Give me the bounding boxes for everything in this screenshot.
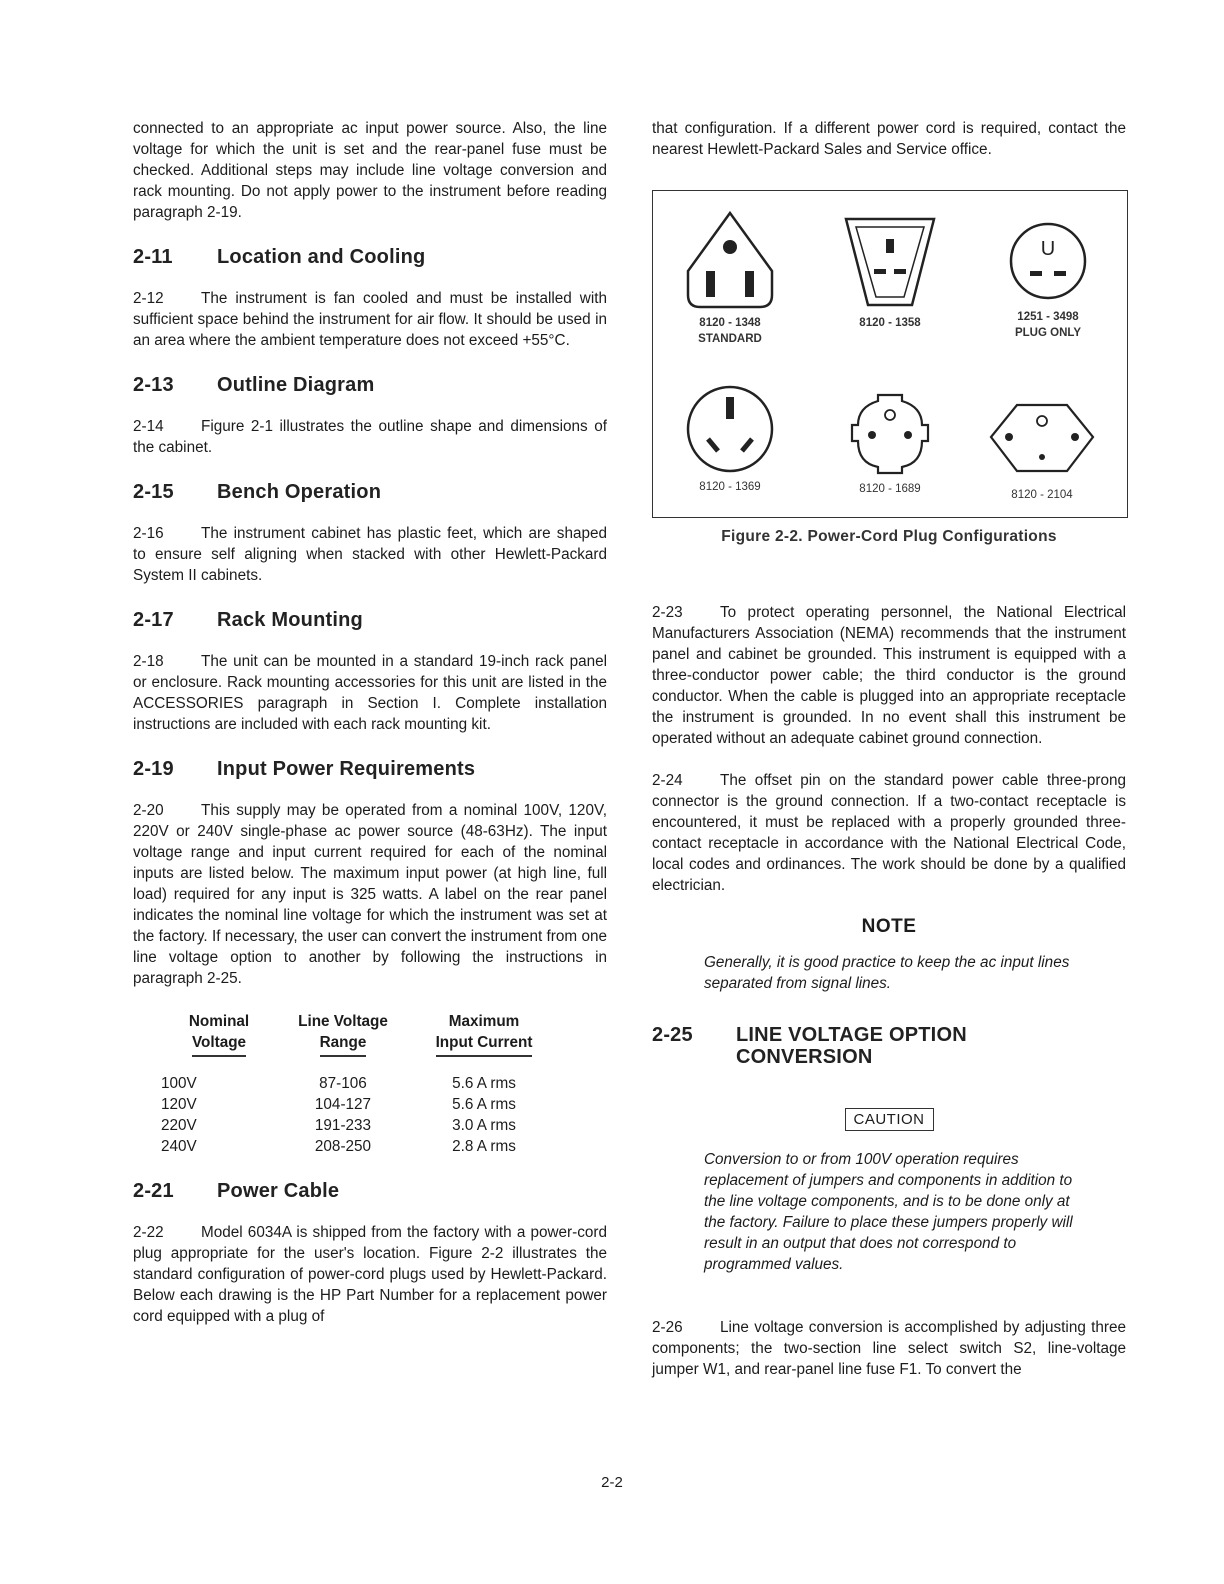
table-row: 220V 191-233 3.0 A rms bbox=[161, 1117, 516, 1134]
paragraph-2-23 bbox=[652, 602, 1126, 749]
section-title: Outline Diagram bbox=[217, 374, 375, 396]
plug-round-u-icon bbox=[1006, 219, 1090, 303]
paragraph-2-20 bbox=[133, 800, 607, 989]
ground-u-glyph: U bbox=[1040, 238, 1056, 260]
paragraph-text: Figure 2-1 illustrates the outline shape and dimensions of the cabinet. bbox=[133, 418, 607, 456]
section-title-line-1: LINE VOLTAGE OPTION bbox=[736, 1024, 967, 1046]
section-title: Bench Operation bbox=[217, 481, 382, 503]
paragraph-2-12 bbox=[133, 288, 607, 351]
plug-standard-icon bbox=[682, 209, 778, 313]
plug-hexagonal-icon bbox=[987, 399, 1097, 479]
paragraph-text: The offset pin on the standard power cable three-prong connector is the ground connection. If a two-contact receptacle is encountered, it must be replaced with a properly grounded three-contact receptacle in accordance with the National Electrical Code, local codes and ordinances. The work should be done by a qualified electrician. bbox=[652, 772, 1126, 894]
section-title: Power Cable bbox=[217, 1180, 340, 1202]
plug-1251-3498 bbox=[993, 219, 1103, 339]
table-row: 240V 208-250 2.8 A rms bbox=[161, 1138, 516, 1155]
part-number: 8120 - 2104 bbox=[1011, 489, 1073, 501]
section-title: Input Power Requirements bbox=[217, 758, 476, 780]
section-heading-2-15 bbox=[133, 479, 607, 505]
section-number: 2-17 bbox=[133, 609, 174, 631]
paragraph-2-16 bbox=[133, 523, 607, 586]
plug-8120-2104 bbox=[987, 399, 1097, 501]
col-header-line-voltage: Line Voltage Range bbox=[277, 1011, 409, 1057]
table-row: 100V 87-106 5.6 A rms bbox=[161, 1075, 516, 1092]
plug-configurations-figure bbox=[652, 190, 1128, 518]
part-number: 8120 - 1348 bbox=[699, 317, 761, 329]
caution-label-wrap bbox=[652, 1108, 1126, 1131]
left-column bbox=[133, 118, 607, 1327]
paragraph-number: 2-14 bbox=[133, 418, 164, 435]
paragraph-text: This supply may be operated from a nominal 100V, 120V, 220V or 240V single-phase ac power source (48-63Hz). The input voltage range and input current required for each of the nominal inputs are listed below. The maximum input power (at high line, full load) required for any input is 325 watts. A label on the rear panel indicates the nominal line voltage for which the instrument was set at the factory. If necessary, the user can convert the instrument from one line voltage option to another by following the instructions in paragraph 2-25. bbox=[133, 802, 607, 987]
section-number: 2-21 bbox=[133, 1180, 174, 1202]
plug-8120-1689 bbox=[835, 389, 945, 495]
figure-caption: Figure 2-2. Power-Cord Plug Configurations bbox=[721, 528, 1057, 545]
paragraph-number: 2-24 bbox=[652, 772, 683, 789]
paragraph-2-24 bbox=[652, 770, 1126, 896]
paragraph-number: 2-12 bbox=[133, 290, 164, 307]
part-number: 8120 - 1689 bbox=[859, 483, 921, 495]
paragraph-text: The instrument is fan cooled and must be installed with sufficient space behind the instrument for air flow. It should be used in an area where the ambient temperature does not exceed +55°C. bbox=[133, 290, 607, 349]
section-number: 2-19 bbox=[133, 758, 174, 780]
plug-note: PLUG ONLY bbox=[1014, 327, 1082, 339]
section-number: 2-15 bbox=[133, 481, 174, 503]
section-title-line-2: CONVERSION bbox=[736, 1046, 873, 1068]
paragraph-2-18 bbox=[133, 651, 607, 735]
col-header-nominal: Nominal Voltage bbox=[161, 1011, 277, 1057]
paragraph-text: Line voltage conversion is accomplished by adjusting three components; the two-section line select switch S2, line-voltage jumper W1, and rear-panel line fuse F1. To convert the bbox=[652, 1319, 1126, 1378]
caution-label: CAUTION bbox=[845, 1108, 934, 1131]
plug-8120-1348 bbox=[675, 209, 785, 345]
page-number: 2-2 bbox=[601, 1474, 623, 1491]
paragraph-2-22 bbox=[133, 1222, 607, 1327]
section-number: 2-11 bbox=[133, 246, 173, 268]
input-requirements-table bbox=[161, 1011, 559, 1157]
paragraph-number: 2-20 bbox=[133, 802, 164, 819]
section-heading-2-17 bbox=[133, 607, 607, 633]
section-number: 2-25 bbox=[652, 1024, 693, 1046]
section-title: Rack Mounting bbox=[217, 609, 363, 631]
section-number: 2-13 bbox=[133, 374, 174, 396]
paragraph-text: The unit can be mounted in a standard 19-inch rack panel or enclosure. Rack mounting accessories for this unit are listed in the ACCESSORIES paragraph in Section I. Complete installation instructions are included with each rack mounting kit. bbox=[133, 653, 607, 733]
plug-angled-icon bbox=[838, 213, 942, 313]
section-heading-2-13 bbox=[133, 372, 607, 398]
paragraph-2-26 bbox=[652, 1317, 1126, 1380]
section-heading-2-19 bbox=[133, 756, 607, 782]
section-heading-2-25 bbox=[652, 1024, 1126, 1068]
intro-paragraph: connected to an appropriate ac input power source. Also, the line voltage for which the unit is set and the rear-panel fuse must be checked. Additional steps may include line voltage conversion and rack mounting. Do not apply power to the instrument before reading paragraph 2-19. bbox=[133, 120, 607, 221]
plug-8120-1358 bbox=[835, 213, 945, 329]
paragraph-number: 2-18 bbox=[133, 653, 164, 670]
section-heading-2-11 bbox=[133, 244, 607, 270]
paragraph-number: 2-23 bbox=[652, 604, 683, 621]
caution-text: Conversion to or from 100V operation requires replacement of jumpers and components in addition to the line voltage components, and is to be done only at the factory. Failure to place these jumpers properly will result in an output that does not correspond to programmed values. bbox=[704, 1151, 1073, 1273]
col-header-max-current: Maximum Input Current bbox=[409, 1011, 559, 1057]
paragraph-number: 2-26 bbox=[652, 1319, 683, 1336]
plug-8120-1369 bbox=[675, 381, 785, 493]
paragraph-number: 2-16 bbox=[133, 525, 164, 542]
part-number: 8120 - 1358 bbox=[859, 317, 921, 329]
paragraph-text: The instrument cabinet has plastic feet, which are shaped to ensure self aligning when stacked with other Hewlett-Packard System II cabinets. bbox=[133, 525, 607, 584]
plug-schuko-icon bbox=[842, 389, 938, 479]
paragraph-text: To protect operating personnel, the National Electrical Manufacturers Association (NEMA) recommends that the instrument panel and cabinet be grounded. This instrument is equipped with a three-conductor power cable; the third conductor is the ground conductor. When the cable is plugged into an appropriate receptacle the instrument is grounded. In no event shall this instrument be operated without an adequate cabinet ground connection. bbox=[652, 604, 1126, 747]
plug-note: STANDARD bbox=[698, 333, 762, 345]
section-title: Location and Cooling bbox=[217, 246, 426, 268]
paragraph-text: Model 6034A is shipped from the factory with a power-cord plug appropriate for the user's location. Figure 2-2 illustrates the standard configuration of power-cord plugs used by Hewlett-Packard. Below each drawing is the HP Part Number for a replacement power cord equipped with a plug of bbox=[133, 1224, 607, 1325]
right-column bbox=[652, 118, 1126, 1380]
table-row: 120V 104-127 5.6 A rms bbox=[161, 1096, 516, 1113]
part-number: 1251 - 3498 bbox=[1017, 311, 1079, 323]
note-text: Generally, it is good practice to keep the ac input lines separated from signal lines. bbox=[704, 954, 1070, 992]
paragraph-number: 2-22 bbox=[133, 1224, 164, 1241]
plug-round-angled-icon bbox=[682, 381, 778, 477]
part-number: 8120 - 1369 bbox=[699, 481, 761, 493]
intro-paragraph: that configuration. If a different power cord is required, contact the nearest Hewlett-Packard Sales and Service office. bbox=[652, 120, 1126, 158]
paragraph-2-14 bbox=[133, 416, 607, 458]
section-heading-2-21 bbox=[133, 1178, 607, 1204]
note-heading: NOTE bbox=[861, 916, 917, 937]
